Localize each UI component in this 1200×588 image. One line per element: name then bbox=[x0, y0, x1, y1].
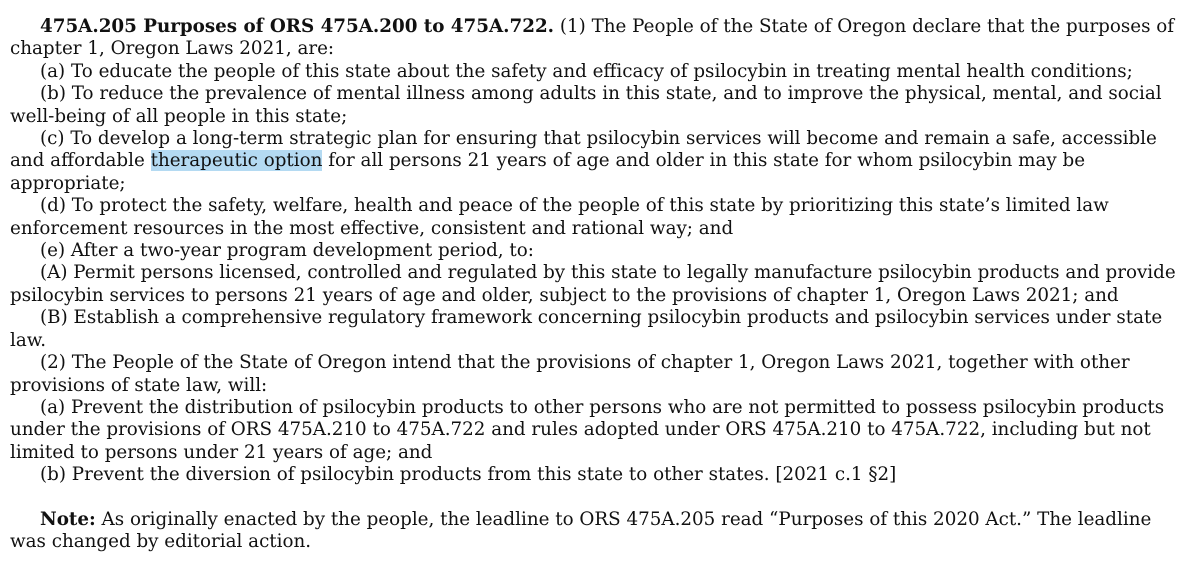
section-intro-paragraph bbox=[10, 16, 1192, 61]
intent-a: (a) Prevent the distribution of psilocybin products to other persons who are not permitted to possess psilocybin products under the provisions of ORS 475A.210 to 475A.722 and rules adopted under ORS 475A.210 to 475A.722, including but not limited to persons under 21 years of age; and bbox=[10, 396, 1165, 463]
note-text: As originally enacted by the people, the leadline to ORS 475A.205 read “Purposes of this 2020 Act.” The leadline was changed by editorial action. bbox=[10, 508, 1152, 553]
blank-line bbox=[10, 487, 1192, 509]
section-heading: 475A.205 Purposes of ORS 475A.200 to 475A.722. bbox=[40, 16, 555, 37]
note-label: Note: bbox=[40, 508, 96, 530]
purpose-c-text-before: (c) To develop a long-term strategic plan for ensuring that psilocybin services will become and remain a safe, accessible and affordable bbox=[10, 128, 1157, 172]
purpose-c-text-after: for all persons 21 years of age and older in this state for whom psilocybin may be appropriate; bbox=[10, 150, 1086, 194]
purpose-a: (a) To educate the people of this state about the safety and efficacy of psilocybin in treating mental health conditions; bbox=[40, 60, 1133, 82]
intent-b: (b) Prevent the diversion of psilocybin products from this state to other states. [2021 c.1 §2] bbox=[40, 464, 897, 486]
intent-paragraph: (2) The People of the State of Oregon intend that the provisions of chapter 1, Oregon Laws 2021, together with other provisions of state law, will: bbox=[10, 352, 1130, 396]
purpose-c bbox=[10, 128, 1192, 195]
section-intro-text: (1) The People of the State of Oregon declare that the purposes of chapter 1, Oregon Laws 2021, are: bbox=[10, 16, 1175, 60]
purpose-e-A: (A) Permit persons licensed, controlled and regulated by this state to legally manufacture psilocybin products and provide psilocybin services to persons 21 years of age and older, subject to the provisions of chapter 1, Oregon Laws 2021; and bbox=[10, 262, 1176, 306]
note-paragraph bbox=[10, 509, 1192, 554]
purpose-e-B: (B) Establish a comprehensive regulatory framework concerning psilocybin products and psilocybin services under state law. bbox=[10, 307, 1163, 351]
purpose-b: (b) To reduce the prevalence of mental illness among adults in this state, and to improve the physical, mental, and social well-being of all people in this state; bbox=[10, 83, 1162, 127]
purpose-e: (e) After a two-year program development period, to: bbox=[40, 240, 534, 262]
selected-text-highlight[interactable]: therapeutic option bbox=[150, 150, 323, 172]
purpose-d: (d) To protect the safety, welfare, health and peace of the people of this state by prioritizing this state’s limited law enforcement resources in the most effective, consistent and rational way; and bbox=[10, 195, 1109, 239]
